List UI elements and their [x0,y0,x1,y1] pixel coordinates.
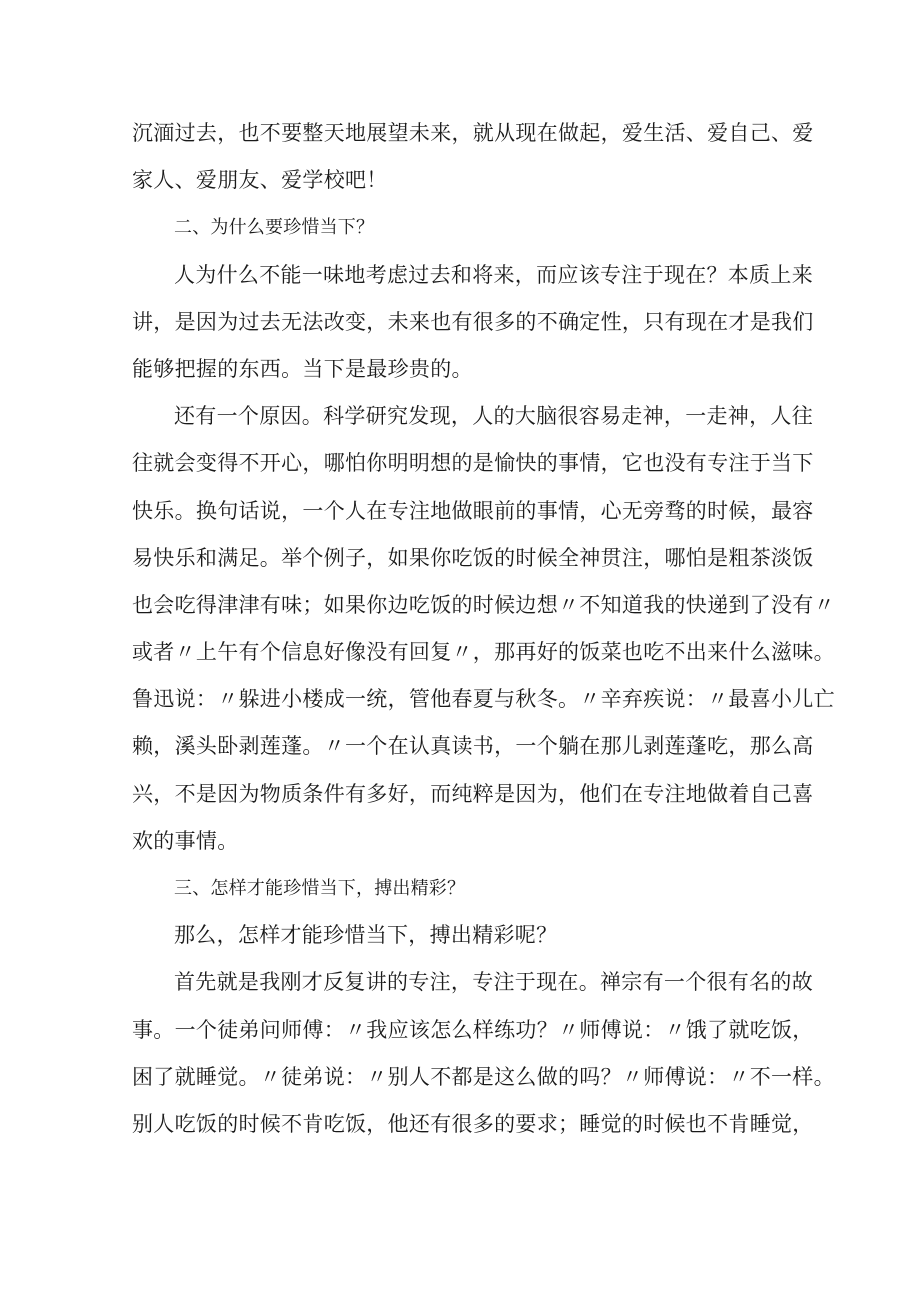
text-line: 家人、爱朋友、爱学校吧！ [132,168,388,193]
text-line: 困了就睡觉。〃徒弟说：〃别人不都是这么做的吗？〃师傅说：〃不一样。 [132,1064,835,1089]
text-line: 能够把握的东西。当下是最珍贵的。 [132,356,473,381]
text-line: 兴，不是因为物质条件有多好，而纯粹是因为，他们在专注地做着自己喜 [132,781,814,806]
text-line: 讲，是因为过去无法改变，未来也有很多的不确定性，只有现在才是我们 [132,309,814,334]
text-line: 鲁迅说：〃躲进小楼成一统，管他春夏与秋冬。〃辛弃疾说：〃最喜小儿亡 [132,687,835,712]
text-line: 赖，溪头卧剥莲蓬。〃一个在认真读书，一个躺在那儿剥莲蓬吃，那么高 [132,734,814,759]
text-line: 那么，怎样才能珍惜当下，搏出精彩呢？ [174,923,558,948]
text-line: 首先就是我刚才反复讲的专注，专注于现在。禅宗有一个很有名的故 [174,970,813,995]
section-heading-3: 三、怎样才能珍惜当下，搏出精彩？ [174,878,466,899]
text-line: 人为什么不能一味地考虑过去和将来，而应该专注于现在？本质上来 [174,262,813,287]
section-heading-2: 二、为什么要珍惜当下？ [174,217,375,239]
text-line: 沉湎过去，也不要整天地展望未来，就从现在做起，爱生活、爱自己、爱 [132,121,814,145]
text-line: 往就会变得不开心，哪怕你明明想的是愉快的事情，它也没有专注于当下 [132,451,814,476]
text-line: 快乐。换句话说，一个人在专注地做眼前的事情，心无旁骛的时候，最容 [132,498,814,523]
document-body [132,110,835,1148]
text-line: 别人吃饭的时候不肯吃饭，他还有很多的要求；睡觉的时候也不肯睡觉， [132,1111,814,1136]
text-line: 事。一个徒弟问师傅：〃我应该怎么样练功？〃师傅说：〃饿了就吃饭， [132,1017,814,1042]
text-line: 也会吃得津津有味；如果你边吃饭的时候边想〃不知道我的快递到了没有〃 [132,592,835,617]
text-line: 易快乐和满足。举个例子，如果你吃饭的时候全神贯注，哪怕是粗茶淡饭 [132,545,814,570]
text-line: 或者〃上午有个信息好像没有回复〃，那再好的饭菜也吃不出来什么滋味。 [132,640,835,665]
text-line: 还有一个原因。科学研究发现，人的大脑很容易走神，一走神，人往 [174,404,813,429]
text-line: 欢的事情。 [132,828,239,853]
